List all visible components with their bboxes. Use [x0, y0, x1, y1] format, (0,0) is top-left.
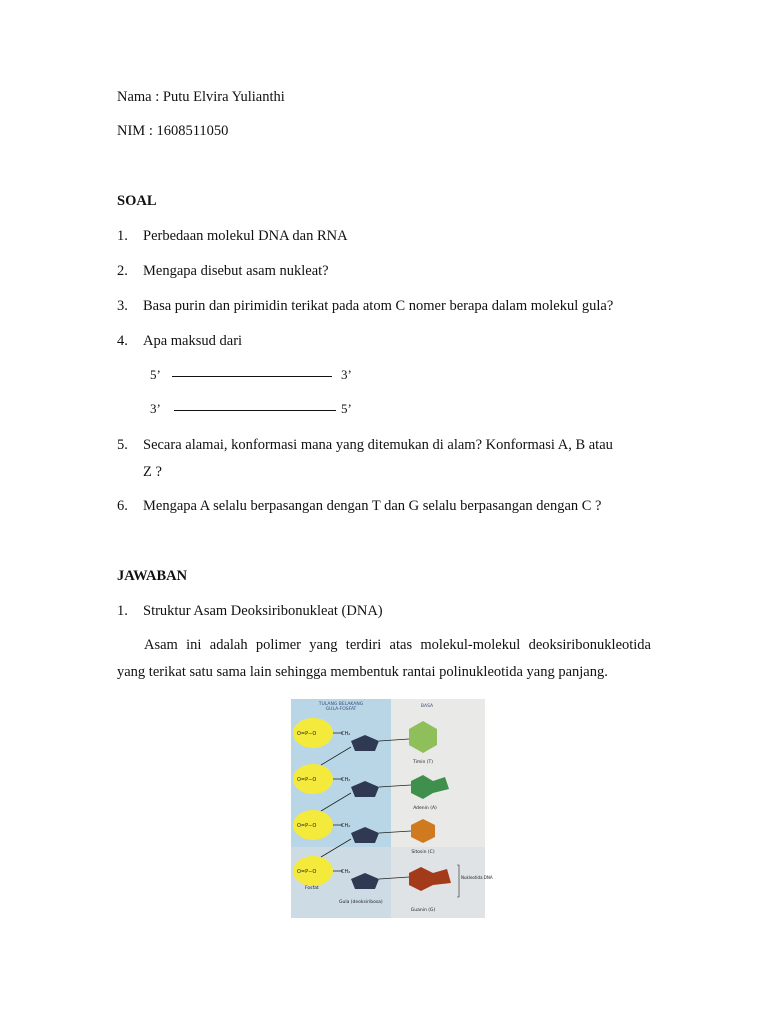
- jawaban-paragraph-line-1: Asam ini adalah polimer yang terdiri atas molekul-molekul deoksiribonukleotida: [144, 637, 651, 653]
- soal-item-3-number: 3.: [117, 298, 128, 314]
- strand-bottom-left-label: 3’: [150, 401, 161, 416]
- svg-text:O=P−O: O=P−O: [297, 777, 317, 783]
- nucleotide-label: Nukleotida DNA: [461, 875, 493, 880]
- student-name: Nama : Putu Elvira Yulianthi: [117, 89, 285, 105]
- jawaban-heading: JAWABAN: [117, 568, 188, 584]
- sugar-label: Gula (deoksiribosa): [339, 900, 383, 905]
- dna-structure-figure: [291, 699, 493, 918]
- soal-item-2-text: Mengapa disebut asam nukleat?: [143, 263, 329, 279]
- svg-text:CH₂: CH₂: [341, 823, 351, 829]
- strand-top: [150, 367, 360, 385]
- strand-top-left-label: 5’: [150, 367, 161, 382]
- soal-item-4-number: 4.: [117, 333, 128, 349]
- strand-bottom-line: [174, 410, 336, 411]
- svg-text:O=P−O: O=P−O: [297, 731, 317, 737]
- thymine-label: Timin (T): [412, 760, 434, 765]
- soal-heading: SOAL: [117, 193, 157, 209]
- base-title: BASA: [420, 704, 434, 709]
- svg-text:CH₂: CH₂: [341, 869, 351, 875]
- student-nim: NIM : 1608511050: [117, 123, 229, 139]
- backbone-title: TULANG BELAKANG: [318, 702, 364, 707]
- soal-item-5-text-cont: Z ?: [143, 464, 162, 480]
- soal-item-6-number: 6.: [117, 498, 128, 514]
- strand-bottom: [150, 401, 360, 419]
- phosphate-label: Fosfat: [305, 886, 319, 891]
- guanine-label: Guanin (G): [410, 908, 436, 913]
- soal-item-3-text: Basa purin dan pirimidin terikat pada atom C nomer berapa dalam molekul gula?: [143, 298, 614, 314]
- svg-text:CH₂: CH₂: [341, 777, 351, 783]
- soal-item-5-text: Secara alamai, konformasi mana yang ditemukan di alam? Konformasi A, B atau: [143, 437, 613, 453]
- backbone-subtitle: GULA-FOSFAT: [325, 707, 357, 712]
- strand-top-right-label: 3’: [341, 367, 352, 382]
- soal-item-1-text: Perbedaan molekul DNA dan RNA: [143, 228, 348, 244]
- soal-item-6-text: Mengapa A selalu berpasangan dengan T dan G selalu berpasangan dengan C ?: [143, 498, 602, 514]
- soal-item-5-number: 5.: [117, 437, 128, 453]
- strand-top-line: [172, 376, 332, 377]
- soal-item-4-text: Apa maksud dari: [143, 333, 243, 349]
- soal-item-1-number: 1.: [117, 228, 128, 244]
- jawaban-paragraph-line-2: yang terikat satu sama lain sehingga membentuk rantai polinukleotida yang panjang.: [117, 664, 608, 680]
- svg-text:O=P−O: O=P−O: [297, 869, 317, 875]
- dna-structure-diagram: [291, 699, 493, 918]
- jawaban-item-1-number: 1.: [117, 603, 128, 619]
- svg-text:CH₂: CH₂: [341, 731, 351, 737]
- jawaban-item-1-title: Struktur Asam Deoksiribonukleat (DNA): [143, 603, 383, 619]
- strand-bottom-right-label: 5’: [341, 401, 352, 416]
- cytosine-label: Sitosin (C): [411, 850, 435, 855]
- adenine-label: Adenin (A): [413, 806, 437, 811]
- svg-text:O=P−O: O=P−O: [297, 823, 317, 829]
- soal-item-2-number: 2.: [117, 263, 128, 279]
